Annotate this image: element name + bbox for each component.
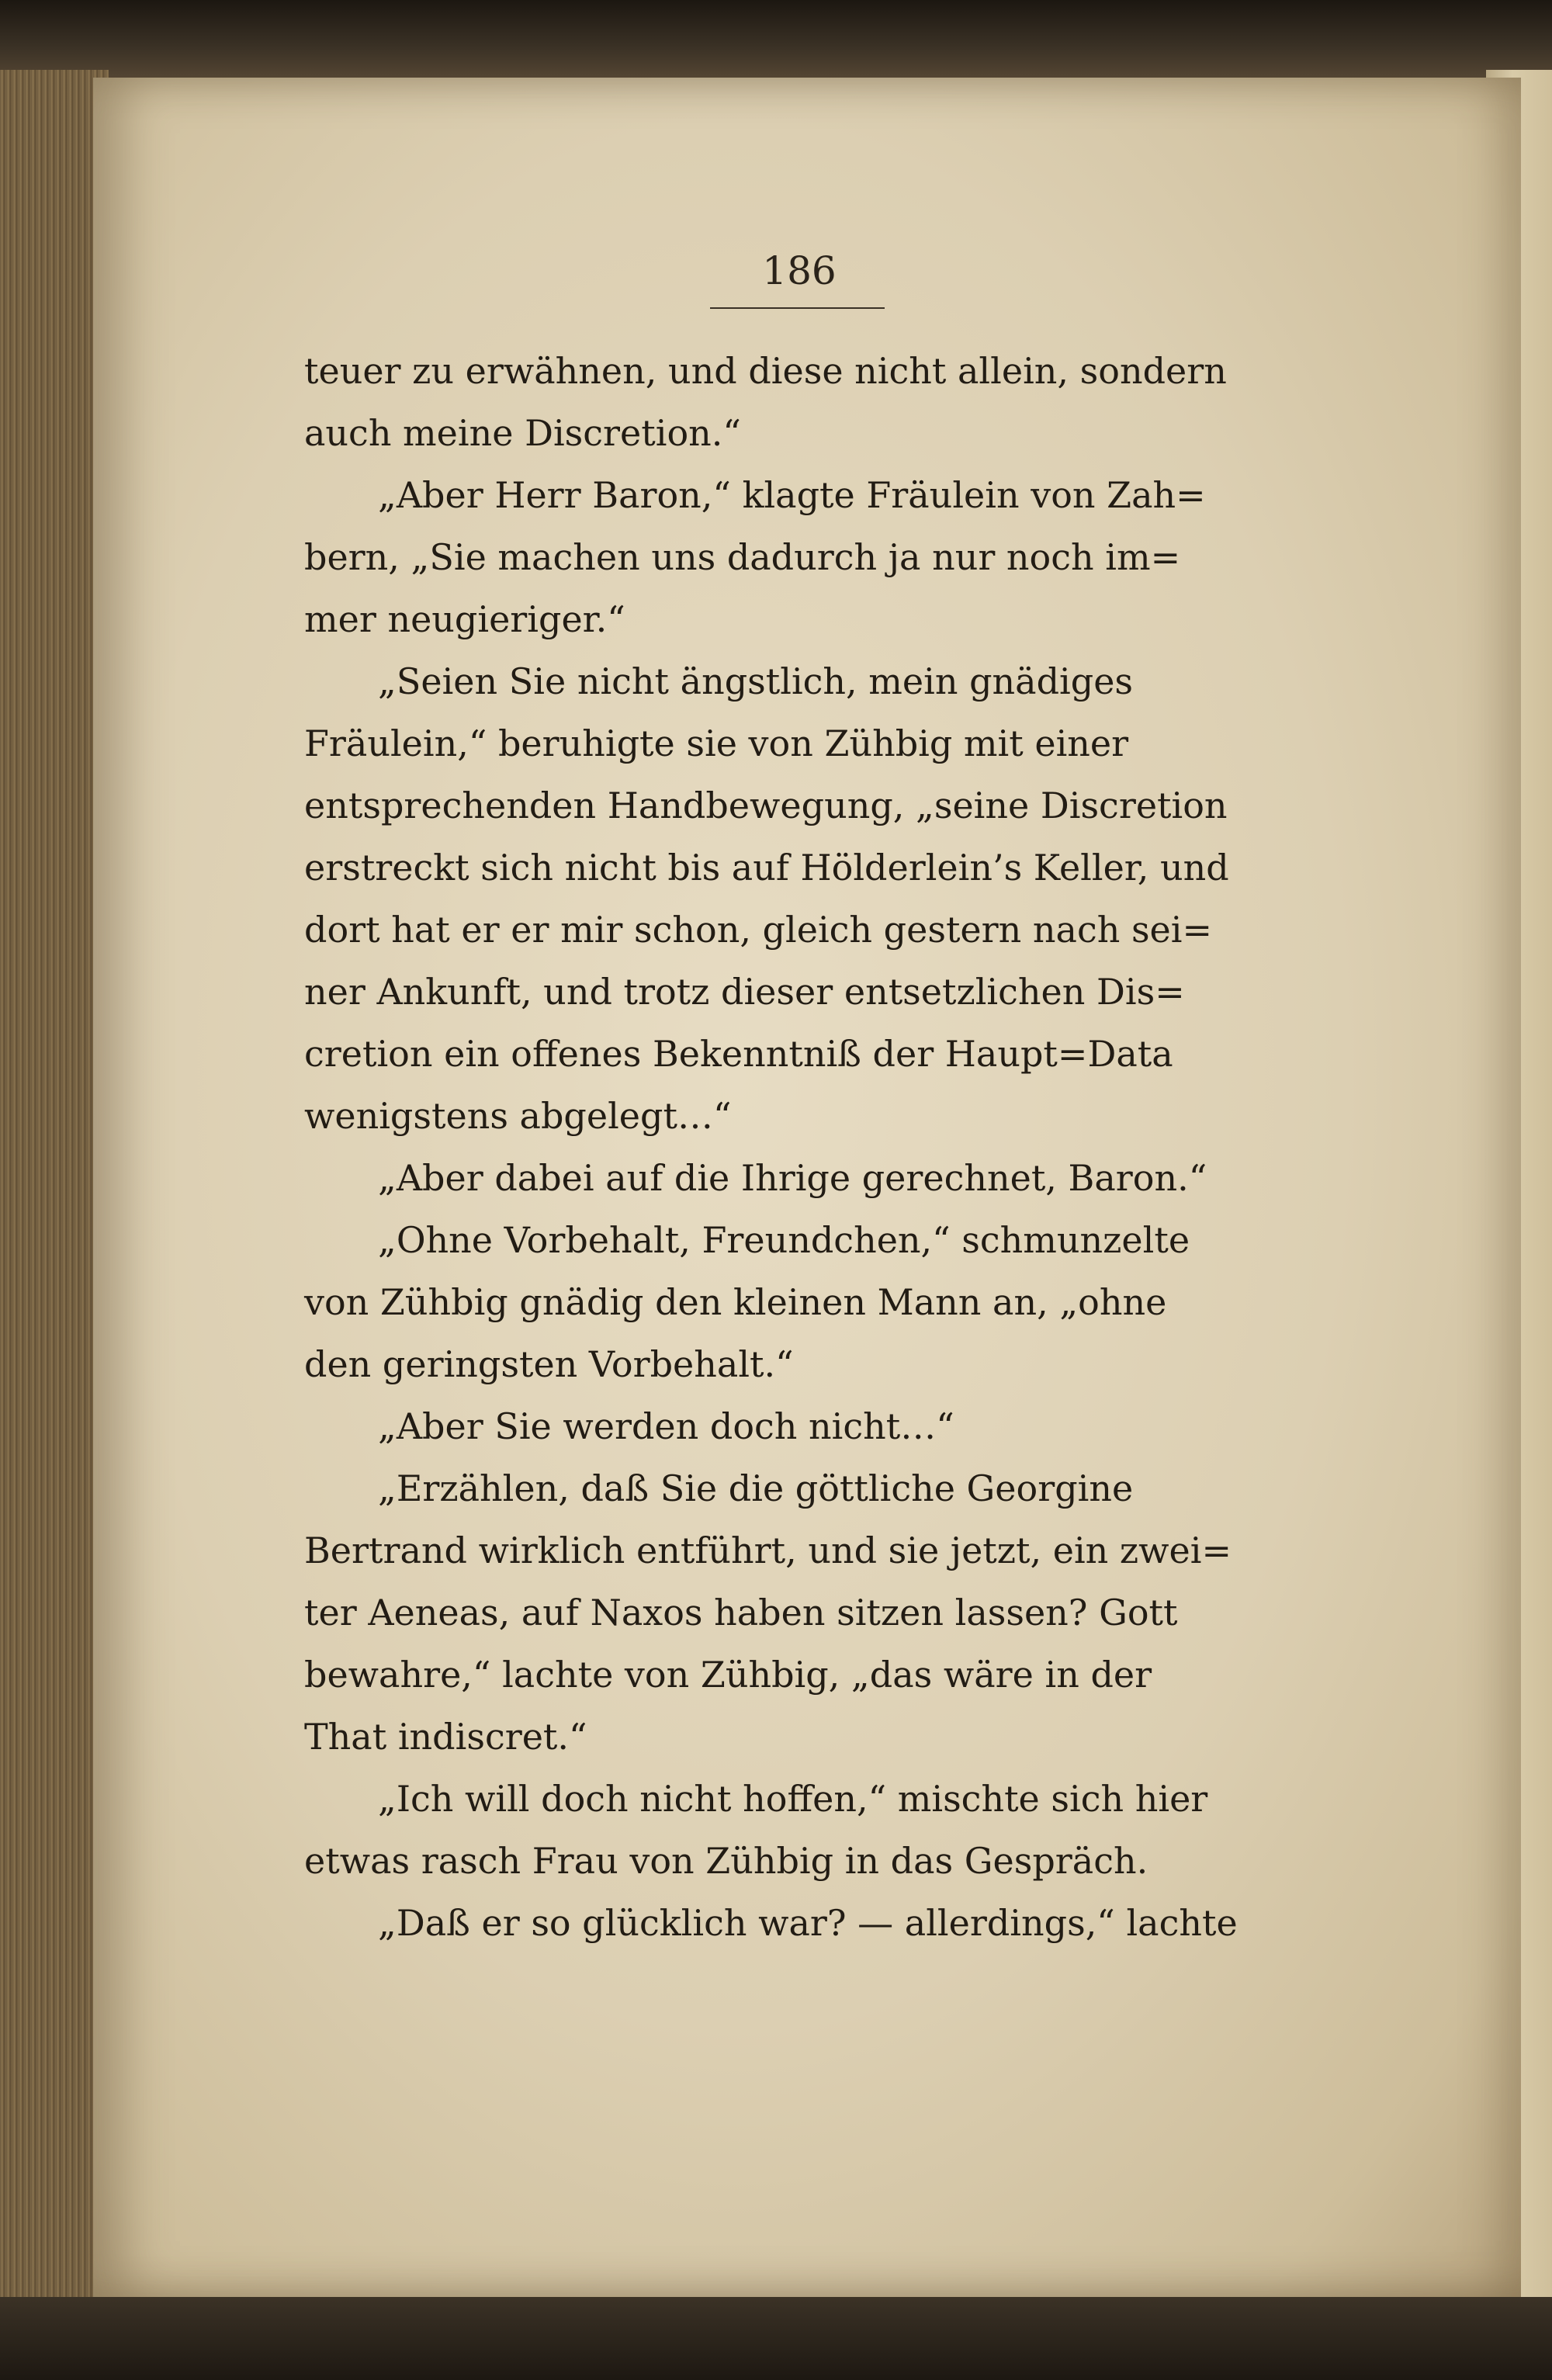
text-line: erstreckt sich nicht bis auf Hölderlein’s Keller, und bbox=[304, 847, 1229, 889]
text-line: den geringsten Vorbehalt.“ bbox=[304, 1343, 794, 1385]
text-line: ter Aeneas, auf Naxos haben sitzen lassen? Gott bbox=[304, 1592, 1178, 1633]
book-cover-top bbox=[0, 0, 1552, 85]
text-line: entsprechenden Handbewegung, „seine Discretion bbox=[304, 785, 1228, 826]
book-cover-bottom bbox=[0, 2297, 1552, 2380]
text-line: „Erzählen, daß Sie die göttliche Georgine bbox=[378, 1467, 1134, 1509]
text-line: That indiscret.“ bbox=[304, 1716, 587, 1758]
text-line: „Seien Sie nicht ängstlich, mein gnädiges bbox=[378, 660, 1134, 702]
page-edges bbox=[0, 70, 109, 2305]
text-line: cretion ein offenes Bekenntniß der Haupt=Data bbox=[304, 1033, 1173, 1075]
text-line: wenigstens abgelegt…“ bbox=[304, 1095, 732, 1137]
text-line: „Ohne Vorbehalt, Freundchen,“ schmunzelte bbox=[378, 1219, 1190, 1261]
page-number: 186 bbox=[762, 248, 837, 293]
text-line: dort hat er er mir schon, gleich gestern nach sei= bbox=[304, 909, 1213, 951]
page-number-rule bbox=[710, 307, 885, 309]
text-line: Bertrand wirklich entführt, und sie jetzt, ein zwei= bbox=[304, 1530, 1232, 1571]
text-line: bern, „Sie machen uns dadurch ja nur noch im= bbox=[304, 536, 1181, 578]
text-line: „Ich will doch nicht hoffen,“ mischte sich hier bbox=[378, 1778, 1208, 1820]
text-line: teuer zu erwähnen, und diese nicht allein, sondern bbox=[304, 350, 1227, 392]
text-line: bewahre,“ lachte von Zühbig, „das wäre in der bbox=[304, 1654, 1152, 1696]
text-line: „Aber Herr Baron,“ klagte Fräulein von Zah= bbox=[378, 474, 1206, 516]
text-line: etwas rasch Frau von Zühbig in das Gespräch. bbox=[304, 1840, 1148, 1882]
text-line: mer neugieriger.“ bbox=[304, 598, 625, 640]
text-line: auch meine Discretion.“ bbox=[304, 412, 741, 454]
text-line: ner Ankunft, und trotz dieser entsetzlichen Dis= bbox=[304, 971, 1185, 1013]
text-line: von Zühbig gnädig den kleinen Mann an, „ohne bbox=[304, 1281, 1167, 1323]
text-line: „Daß er so glücklich war? — allerdings,“ lachte bbox=[378, 1902, 1238, 1944]
text-line: „Aber dabei auf die Ihrige gerechnet, Baron.“ bbox=[378, 1157, 1207, 1199]
text-line: Fräulein,“ beruhigte sie von Zühbig mit einer bbox=[304, 722, 1129, 764]
text-line: „Aber Sie werden doch nicht…“ bbox=[378, 1405, 954, 1447]
page-body-text bbox=[304, 340, 1297, 1954]
